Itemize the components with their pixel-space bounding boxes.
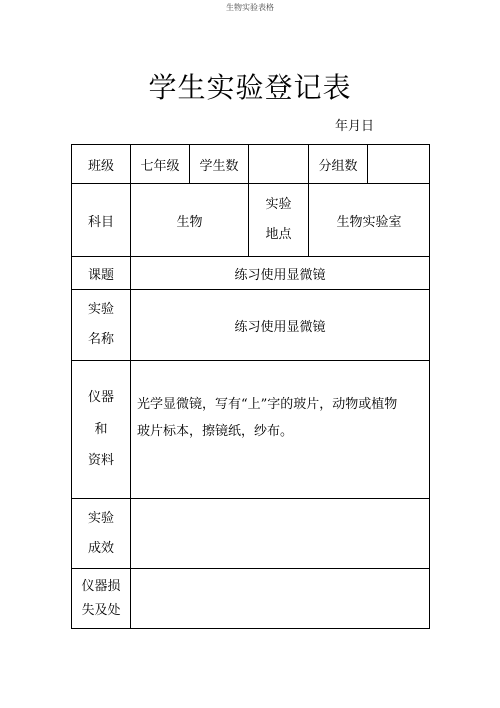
experiment-name-label-cell (72, 290, 131, 361)
topic-label: 课题 (72, 257, 131, 290)
row-class (72, 145, 430, 184)
results-label-line-1: 实验 (87, 510, 114, 526)
class-label: 班级 (72, 145, 131, 184)
damage-label-cell (72, 569, 131, 629)
registration-table (71, 144, 430, 629)
materials-line-1: 光学显微镜，写有“上”字的玻片，动物或植物 (137, 396, 398, 412)
document-title: 学生实验登记表 (148, 71, 352, 104)
results-label-line-2: 成效 (87, 540, 114, 556)
row-topic (72, 257, 430, 290)
student-count-label: 学生数 (190, 145, 249, 184)
group-count-value (368, 145, 430, 184)
student-count-value (249, 145, 309, 184)
damage-value (131, 569, 430, 629)
group-count-label: 分组数 (309, 145, 368, 184)
materials-label-line-1: 仪器 (87, 390, 114, 406)
topic-value: 练习使用显微镜 (131, 257, 430, 290)
materials-value-cell (131, 361, 430, 499)
running-header: 生物实验表格 (226, 3, 274, 12)
location-label-cell (249, 184, 309, 257)
subject-value: 生物 (131, 184, 249, 257)
experiment-name-label-line-2: 名称 (87, 332, 114, 347)
experiment-name-value: 练习使用显微镜 (131, 290, 430, 361)
date-line: 年月日 (335, 119, 375, 134)
row-materials (72, 361, 430, 499)
damage-label-line-1: 仪器损 (81, 578, 121, 594)
results-value (131, 499, 430, 569)
materials-label-line-2: 和 (94, 421, 108, 437)
results-label-cell (72, 499, 131, 569)
materials-line-2: 玻片标本，擦镜纸，纱布。 (137, 423, 294, 439)
row-experiment-name (72, 290, 430, 361)
damage-label-line-2: 失及处 (81, 602, 121, 618)
location-value: 生物实验室 (309, 184, 430, 257)
experiment-name-label-line-1: 实验 (87, 302, 114, 318)
class-value: 七年级 (131, 145, 190, 184)
location-label-line-1: 实验 (265, 197, 292, 213)
location-label-line-2: 地点 (265, 227, 292, 242)
row-results (72, 499, 430, 569)
row-damage (72, 569, 430, 629)
materials-label-cell (72, 361, 131, 499)
materials-label-line-3: 资料 (87, 453, 114, 469)
row-subject (72, 184, 430, 257)
subject-label: 科目 (72, 184, 131, 257)
